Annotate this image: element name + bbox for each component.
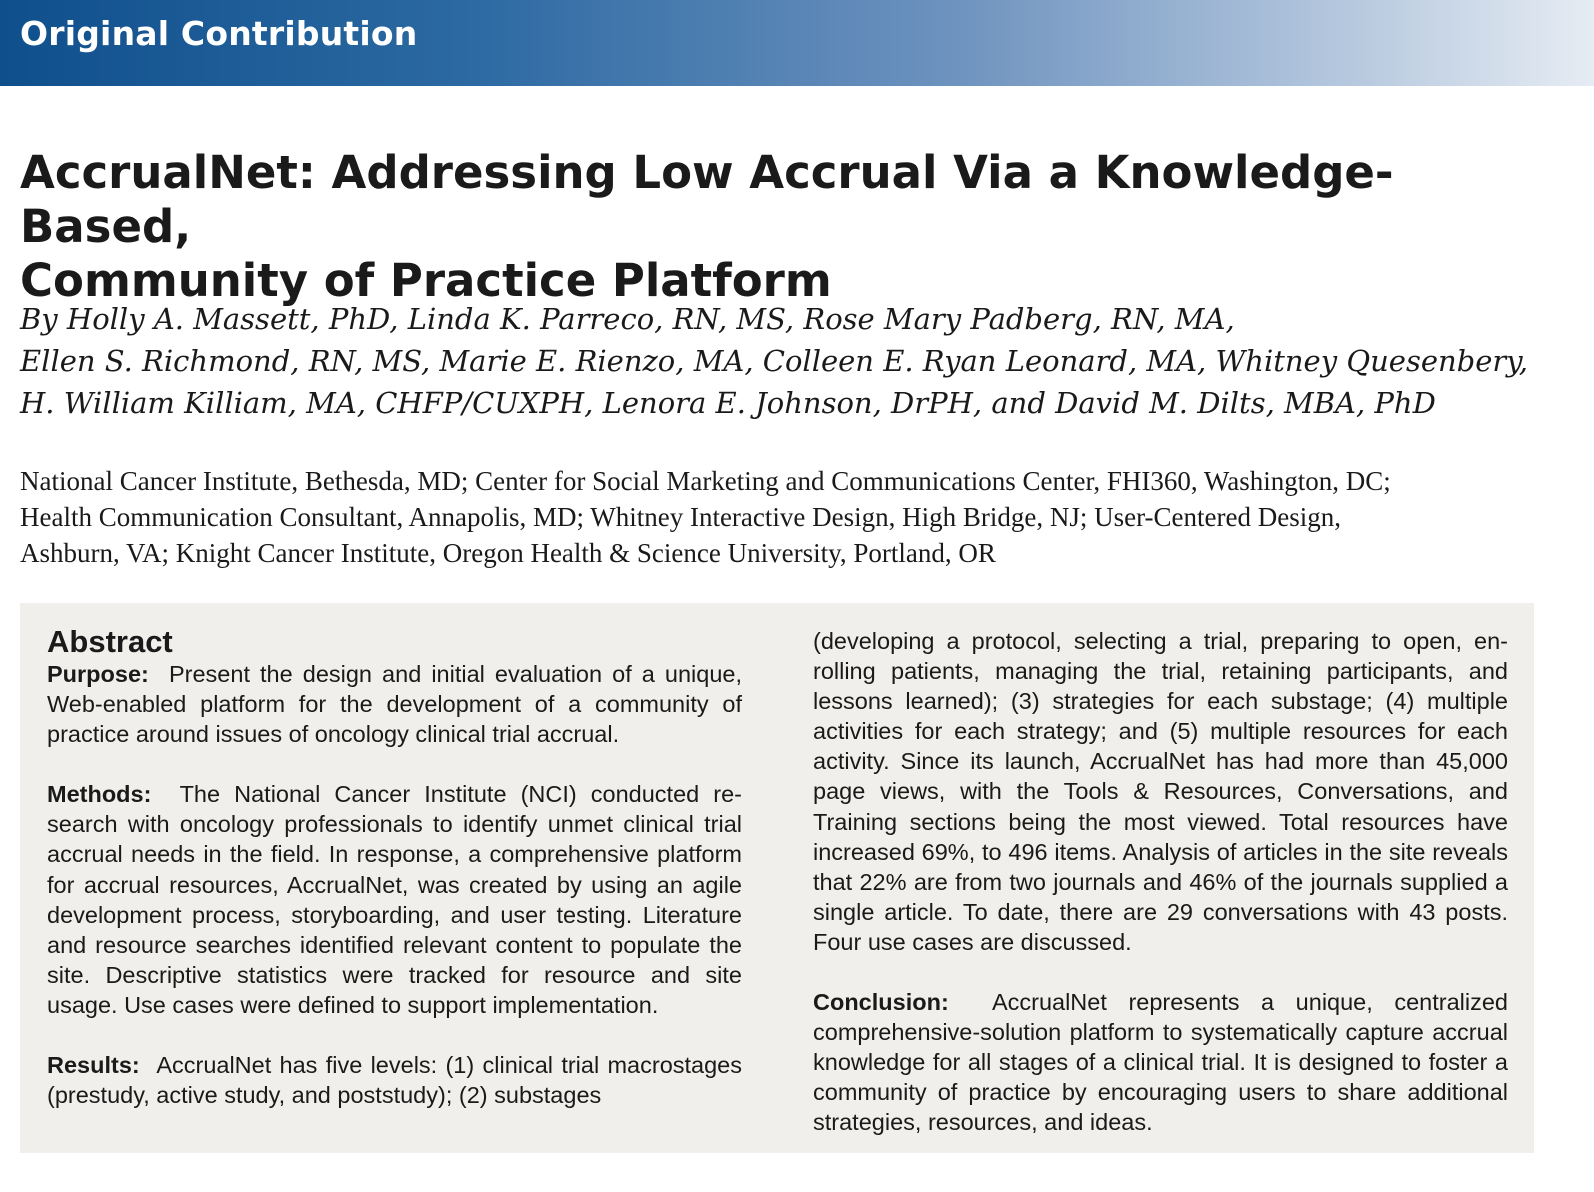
author-list [20,298,1560,424]
results-continued-paragraph [813,626,1508,957]
abstract-heading: Abstract [47,624,173,659]
methods-paragraph [47,779,742,1020]
author-line: Ellen S. Richmond, RN, MS, Marie E. Rienzo, MA, Colleen E. Ryan Leonard, MA, Whitney Quesenbery, [20,344,1528,378]
section-banner [0,0,1594,86]
methods-text: The National Cancer Institute (NCI) conducted research with oncology professionals to identify unmet clinical trial accrual needs in the field. In response, a comprehensive platform for accrual resources, AccrualNet, was created by using an agile development process, storyboarding, and user testing. Literature and resource searches identified relevant content to populate the site. Descriptive statistics were tracked for resource and site usage. Use cases were defined to support implementation. [47,781,742,1018]
affiliation-line: Ashburn, VA; Knight Cancer Institute, Oregon Health & Science University, Portland, OR [20,538,996,568]
purpose-label: Purpose: [47,661,149,687]
abstract-right-column [813,626,1508,1138]
article-title [20,146,1560,308]
results-text-continued: (developing a protocol, selecting a trial, preparing to open, enrolling patients, managing the trial, retaining participants, and lessons learned); (3) strategies for each substage; (4) multiple activities for each strategy; and (5) multiple resources for each activity. Since its launch, AccrualNet has had more than 45,000 page views, with the Tools & Resources, Conversations, and Training sections being the most viewed. Total resources have increased 69%, to 496 items. Analysis of articles in the site reveals that 22% are from two journals and 46% of the journals supplied a single article. To date, there are 29 conversations with 43 posts. Four use cases are discussed. [813,628,1508,955]
title-line: AccrualNet: Addressing Low Accrual Via a Knowledge-Based, [20,146,1394,253]
methods-label: Methods: [47,781,152,808]
abstract-box [20,603,1534,1153]
results-text-start: AccrualNet has five levels: (1) clinical trial macrostages (prestudy, active study, and poststudy); (2) substages [47,1052,743,1109]
results-label: Results: [47,1052,140,1079]
abstract-left-column [47,603,742,1110]
conclusion-label: Conclusion: [813,989,949,1016]
purpose-paragraph [47,659,742,749]
author-line: By Holly A. Massett, PhD, Linda K. Parreco, RN, MS, Rose Mary Padberg, RN, MA, [20,302,1235,336]
conclusion-paragraph [813,987,1508,1137]
results-paragraph [47,1050,742,1110]
section-label: Original Contribution [20,14,418,53]
author-line: H. William Killiam, MA, CHFP/CUXPH, Lenora E. Johnson, DrPH, and David M. Dilts, MBA, PhD [20,386,1436,420]
conclusion-text: AccrualNet represents a unique, centralized comprehensive-solution platform to systematically capture accrual knowledge for all stages of a clinical trial. It is designed to foster a community of practice by encouraging users to share additional strategies, resources, and ideas. [813,989,1509,1136]
affiliation-line: Health Communication Consultant, Annapolis, MD; Whitney Interactive Design, High Bridge, NJ; User-Centered Design, [20,502,1341,532]
purpose-text: Present the design and initial evaluation of a unique, Web-enabled platform for the development of a community of practice around issues of oncology clinical trial accrual. [47,661,742,748]
affiliation-list [20,463,1560,571]
affiliation-line: National Cancer Institute, Bethesda, MD; Center for Social Marketing and Communications Center, FHI360, Washington, DC; [20,466,1391,496]
title-line: Community of Practice Platform [20,254,832,307]
